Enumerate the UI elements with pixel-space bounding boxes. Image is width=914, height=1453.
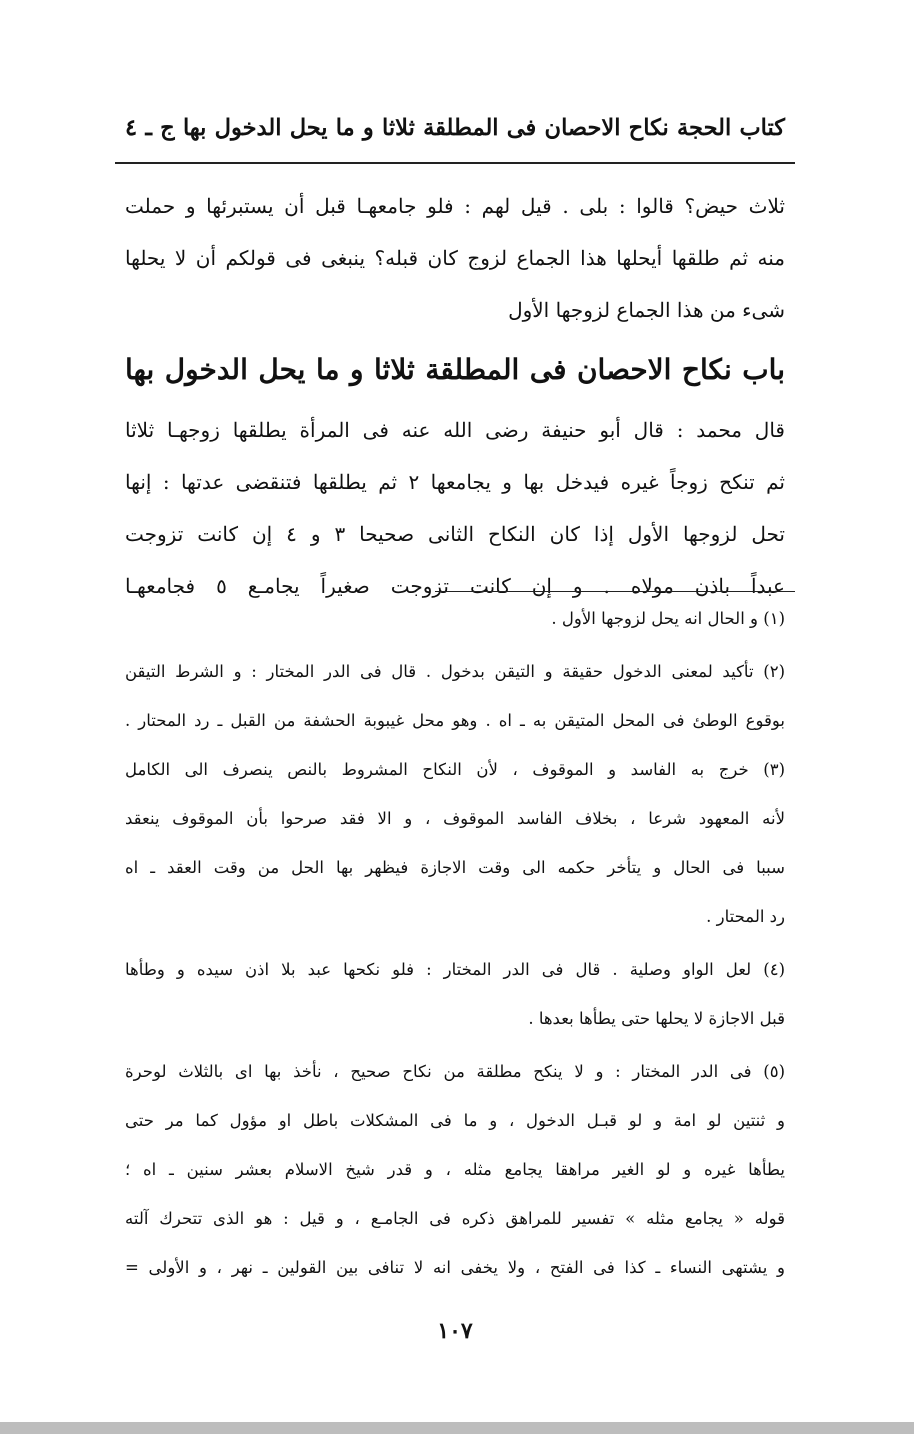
main-text bbox=[125, 180, 785, 612]
text-line: شىء من هذا الجماع لزوجها الأول bbox=[508, 298, 785, 322]
footnote-5 bbox=[125, 1047, 785, 1292]
text-line: تحل لزوجها الأول إذا كان النكاح الثانى صحيحا ٣ و ٤ إن كانت تزوجت bbox=[125, 522, 785, 546]
scan-edge bbox=[0, 1422, 914, 1434]
footnote-line: (٤) لعل الواو وصلية . قال فى الدر المختار : فلو نكحها عبد بلا اذن سيده و وطأها bbox=[125, 960, 785, 979]
footnote-line: و يشتهى النساء ـ كذا فى الفتح ، ولا يخفى انه لا تنافى بين القولين ـ نهر ، و الأولى = bbox=[125, 1258, 785, 1277]
footnote-line: (٥) فى الدر المختار : و لا ينكح مطلقة من نكاح صحيح ، نأخذ بها اى بالثلاث لوحرة bbox=[125, 1062, 785, 1081]
footnote-line: لأنه المعهود شرعا ، بخلاف الفاسد الموقوف ، و الا فقد صرحوا بأن الموقوف ينعقد bbox=[125, 809, 785, 828]
footnote-line: (٢) تأكيد لمعنى الدخول حقيقة و التيقن بدخول . قال فى الدر المختار : و الشرط التيقن bbox=[125, 662, 785, 681]
footnotes bbox=[125, 594, 785, 1292]
book-page bbox=[115, 88, 795, 1388]
footnote-1 bbox=[125, 594, 785, 643]
footnote-line: قبل الاجازة لا يحلها حتى يطأها بعدها . bbox=[528, 1009, 785, 1028]
footnote-2 bbox=[125, 647, 785, 745]
footnote-line: قوله « يجامع مثله » تفسير للمراهق ذكره فى الجامـع ، و قيل : هو الذى تتحرك آلته bbox=[125, 1209, 785, 1228]
footnote-rule bbox=[435, 591, 795, 592]
text-line: قال محمد : قال أبو حنيفة رضى الله عنه فى المرأة يطلقها زوجهـا ثلاثا bbox=[125, 418, 785, 442]
footnote-line: (١) و الحال انه يحل لزوجها الأول . bbox=[551, 609, 785, 628]
footnote-line: (٣) خرج به الفاسد و الموقوف ، لأن النكاح المشروط بالنص ينصرف الى الكامل bbox=[125, 760, 785, 779]
text-line: ثلاث حيض؟ قالوا : بلى . قيل لهم : فلو جامعهـا قبل أن يستبرئها و حملت bbox=[125, 194, 785, 218]
text-line: ثم تنكح زوجاً غيره فيدخل بها و يجامعها ٢ ثم يطلقها فتنقضى عدتها : إنها bbox=[125, 470, 785, 494]
footnote-3 bbox=[125, 745, 785, 941]
page-number: ١٠٧ bbox=[437, 1318, 473, 1344]
running-header: كتاب الحجة نكاح الاحصان فى المطلقة ثلاثا و ما يحل الدخول بها ج ـ ٤ bbox=[125, 115, 785, 141]
footnote-line: يطأها غيره و لو الغير مراهقا يجامع مثله ، و قدر شيخ الاسلام بعشر سنين ـ اه ؛ bbox=[125, 1160, 785, 1179]
footnote-line: رد المحتار . bbox=[706, 907, 785, 926]
chapter-title: باب نكاح الاحصان فى المطلقة ثلاثا و ما يحل الدخول بها bbox=[125, 353, 785, 386]
footnote-4 bbox=[125, 945, 785, 1043]
footnote-line: سببا فى الحال و يتأخر حكمه الى وقت الاجازة فيظهر بها الحل من وقت العقد ـ اه bbox=[125, 858, 785, 877]
text-line: منه ثم طلقها أيحلها هذا الجماع لزوج كان قبله؟ ينبغى فى قولكم أن لا يحلها bbox=[125, 246, 785, 270]
header-rule bbox=[115, 162, 795, 164]
footnote-line: بوقوع الوطئ فى المحل المتيقن به ـ اه . وهو محل غيبوبة الحشفة من القبل ـ رد المحتار . bbox=[125, 711, 785, 730]
text-line: عبداً باذن مولاه . و إن كانت تزوجت صغيراً يجامـع ٥ فجامعهـا bbox=[125, 574, 785, 598]
footnote-line: و ثنتين لو امة و لو قبـل الدخول ، و ما فى المشكلات باطل او مؤول كما مر حتى bbox=[125, 1111, 785, 1130]
